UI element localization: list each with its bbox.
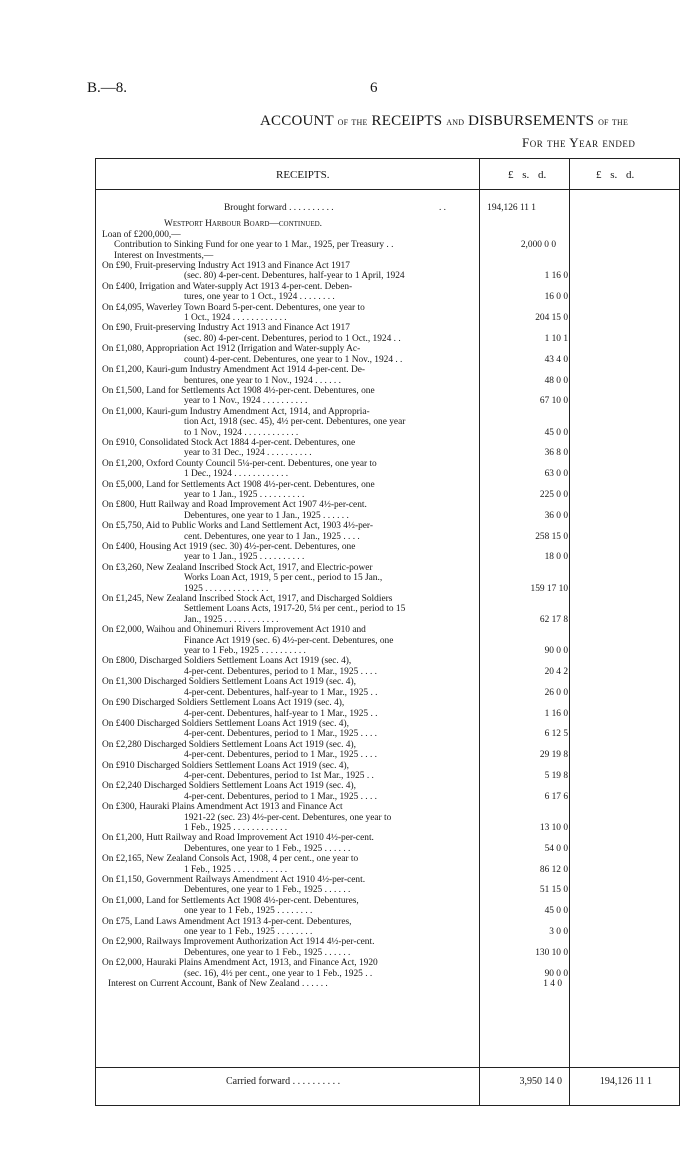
row-text-line: tion Act, 1918 (sec. 45), 4½ per-cent. Debentures, one year [184, 417, 406, 428]
row-text-line: On £400 Discharged Soldiers Settlement Loans Act 1919 (sec. 4), [102, 718, 349, 729]
row-text-line: 4-per-cent. Debentures, period to 1 Mar., 1925 . . . . [184, 750, 377, 761]
row-text-line: On £300, Hauraki Plains Amendment Act 1913 and Finance Act [102, 802, 343, 813]
table-row [102, 833, 679, 854]
amount-col-1: 26 0 0 [544, 687, 568, 698]
row-text-line: 1 Dec., 1924 . . . . . . . . . . . . [184, 469, 289, 480]
row-description [102, 303, 480, 324]
amount-col-1: 36 8 0 [544, 448, 568, 459]
title-word-account: ACCOUNT [260, 113, 334, 129]
row-text-line: Interest on Current Account, Bank of New Zealand . . . . . . [108, 979, 328, 990]
table-row [102, 365, 679, 386]
row-description [102, 937, 480, 958]
row-description [102, 698, 480, 719]
shillings-label: s. [522, 169, 530, 181]
row-description [102, 875, 480, 896]
row-description [102, 740, 480, 761]
table-row [102, 761, 679, 782]
row-description [102, 761, 480, 782]
amount-col-1: 48 0 0 [544, 375, 568, 386]
amount-col-1: 20 4 2 [544, 666, 568, 677]
table-row [102, 386, 679, 407]
row-text-line: year to 1 Jan., 1925 . . . . . . . . . . [184, 489, 305, 500]
row-description [102, 521, 480, 542]
row-text-line: On £2,280 Discharged Soldiers Settlement Loans Act 1919 (sec. 4), [102, 739, 356, 750]
row-text-line: 1925 . . . . . . . . . . . . . . [184, 583, 269, 594]
row-description [102, 563, 480, 594]
row-description [108, 979, 486, 989]
row-text-line: tures, one year to 1 Oct., 1924 . . . . . . . . [184, 292, 335, 303]
table-row [102, 230, 679, 240]
table-row [102, 219, 679, 229]
total-rule [96, 1067, 679, 1068]
title-word-and: and [446, 114, 465, 128]
row-text-line: On £1,080, Appropriation Act 1912 (Irrigation and Water-supply Ac- [102, 344, 361, 355]
table-row [102, 240, 679, 250]
row-text-line: one year to 1 Feb., 1925 . . . . . . . . [184, 906, 313, 917]
row-text-line: to 1 Nov., 1924 . . . . . . . . . . . . [184, 427, 299, 438]
table-row [102, 875, 679, 896]
row-description [102, 459, 480, 480]
table-row [102, 282, 679, 303]
row-description [102, 344, 480, 365]
row-text-line: bentures, one year to 1 Nov., 1924 . . . . . . [184, 375, 341, 386]
amount-col-2: 194,126 11 1 [487, 203, 536, 213]
page-subtitle: For the Year ended [522, 135, 636, 150]
row-text-line: On £1,150, Government Railways Amendment Act 1910 4½-per-cent. [102, 875, 366, 885]
row-text-line: year to 1 Jan., 1925 . . . . . . . . . . [184, 552, 305, 563]
row-description [102, 833, 480, 854]
row-description [102, 781, 480, 802]
row-text-line: On £1,500, Land for Settlements Act 1908 4½-per-cent. Debentures, one [102, 385, 375, 396]
row-description [102, 230, 480, 240]
page-number: 6 [370, 80, 378, 96]
row-text-line: 1 Oct., 1924 . . . . . . . . . . . . [184, 313, 287, 324]
row-text-line: 4-per-cent. Debentures, half-year to 1 Mar., 1925 . . [184, 687, 378, 698]
row-text-line: On £5,750, Aid to Public Works and Land Settlement Act, 1903 4½-per- [102, 521, 373, 532]
table-row [102, 979, 679, 989]
row-text-line: On £2,900, Railways Improvement Authorization Act 1914 4½-per-cent. [102, 937, 375, 948]
amount-col-1: 86 12 0 [539, 864, 568, 875]
row-description [102, 656, 480, 677]
row-text-line: On £90 Discharged Soldiers Settlement Loans Act 1919 (sec. 4), [102, 698, 345, 709]
row-text-line: On £1,200, Hutt Railway and Road Improvement Act 1910 4½-per-cent. [102, 833, 374, 844]
row-text-line: On £4,095, Waverley Town Board 5-per-cent. Debentures, one year to [102, 302, 365, 313]
row-description [102, 438, 480, 459]
amount-col-1: 18 0 0 [544, 552, 568, 563]
table-row [102, 656, 679, 677]
table-row [102, 459, 679, 480]
pound-symbol-2: £ [596, 169, 602, 181]
row-text-line: Works Loan Act, 1919, 5 per cent., period to 15 Jan., [184, 573, 383, 584]
table-row [102, 917, 679, 938]
amount-col-1: 1 4 0 [543, 979, 562, 990]
row-text-line: year to 31 Dec., 1924 . . . . . . . . . . [184, 448, 312, 459]
row-text-line: On £800, Hutt Railway and Road Improvement Act 1907 4½-per-cent. [102, 500, 367, 511]
row-description [102, 854, 480, 875]
row-description [102, 677, 480, 698]
row-text-line: 4-per-cent. Debentures, period to 1 Mar., 1925 . . . . [184, 729, 377, 740]
table-row [102, 719, 679, 740]
pound-symbol: £ [508, 169, 514, 181]
row-description [102, 500, 480, 521]
table-row [102, 937, 679, 958]
table-row [102, 500, 679, 521]
table-row [102, 251, 679, 261]
page-title [260, 113, 628, 130]
row-text-line: 4-per-cent. Debentures, period to 1 Mar., 1925 . . . . [184, 666, 377, 677]
row-text-line: (sec. 80) 4-per-cent. Debentures, period to 1 Oct., 1924 . . [184, 333, 401, 344]
row-text-line: On £5,000, Land for Settlements Act 1908 4½-per-cent. Debentures, one [102, 479, 375, 490]
row-text-line: On £75, Land Laws Amendment Act 1913 4-per-cent. Debentures, [102, 916, 352, 927]
amount-col-1: 16 0 0 [544, 292, 568, 303]
row-text-line: On £910 Discharged Soldiers Settlement Loans Act 1919 (sec. 4), [102, 760, 349, 771]
amount-col-1: 258 15 0 [535, 531, 568, 542]
row-description [114, 240, 492, 250]
row-description [102, 802, 480, 833]
row-text-line: Loan of £200,000,— [102, 229, 181, 240]
row-description [114, 251, 492, 261]
row-text-line: (sec. 80) 4-per-cent. Debentures, half-year to 1 April, 1924 [184, 271, 405, 282]
row-text-line: On £910, Consolidated Stock Act 1884 4-per-cent. Debentures, one [102, 437, 356, 448]
row-description [102, 407, 480, 438]
row-text-line: (sec. 16), 4½ per cent., one year to 1 Feb., 1925 . . [184, 968, 373, 979]
row-text-line: Debentures, one year to 1 Jan., 1925 . . . . . . [184, 510, 349, 521]
row-text-line: 1921-22 (sec. 23) 4½-per-cent. Debentures, one year to [184, 812, 392, 823]
receipts-table [95, 158, 680, 1106]
row-description [102, 958, 480, 979]
row-text-line: 1 Feb., 1925 . . . . . . . . . . . . [184, 864, 288, 875]
table-row [102, 594, 679, 625]
row-text-line: year to 1 Nov., 1924 . . . . . . . . . . [184, 396, 308, 407]
title-word-disbursements: DISBURSEMENTS [468, 113, 595, 129]
row-text-line: On £800, Discharged Soldiers Settlement Loans Act 1919 (sec. 4), [102, 656, 352, 667]
row-text-line: one year to 1 Feb., 1925 . . . . . . . . [184, 927, 313, 938]
row-text-line: Settlement Loans Acts, 1917-20, 5¼ per cent., period to 15 [184, 604, 406, 615]
title-word-of-the: of the [337, 114, 368, 128]
table-row [102, 802, 679, 833]
table-row [102, 854, 679, 875]
table-row [102, 698, 679, 719]
amount-col-1: . . [438, 203, 446, 213]
row-description [102, 594, 480, 625]
row-text-line: count) 4-per-cent. Debentures, one year to 1 Nov., 1924 . . [184, 354, 403, 365]
row-text-line: On £400, Irrigation and Water-supply Act 1913 4-per-cent. Deben- [102, 281, 353, 292]
table-row [102, 521, 679, 542]
title-word-of-the-2: of the [598, 114, 629, 128]
row-description [102, 282, 480, 303]
header-rule [96, 189, 679, 190]
amount-col-1: 51 15 0 [539, 885, 568, 896]
amount-col-1: 1 16 0 [544, 271, 568, 282]
table-row [102, 344, 679, 365]
row-text-line: Debentures, one year to 1 Feb., 1925 . . . . . . [184, 843, 351, 854]
row-description [102, 896, 480, 917]
row-description [102, 386, 480, 407]
amount-col-1: 130 10 0 [535, 947, 568, 958]
row-text-line: On £2,000, Waihou and Ohinemuri Rivers Improvement Act 1910 and [102, 625, 366, 636]
table-row [102, 958, 679, 979]
amount-col-1: 90 0 0 [544, 968, 568, 979]
row-text-line: On £400, Housing Act 1919 (sec. 30) 4½-per-cent. Debentures, one [102, 542, 356, 552]
amount-col-1: 62 17 8 [539, 614, 568, 625]
amount-col-1: 159 17 10 [530, 583, 568, 594]
amount-col-1: 45 0 0 [544, 427, 568, 438]
row-text-line: year to 1 Feb., 1925 . . . . . . . . . . [184, 646, 306, 657]
amount-col-1: 36 0 0 [544, 510, 568, 521]
amount-col-1: 5 19 8 [544, 770, 568, 781]
title-word-receipts: RECEIPTS [371, 113, 443, 129]
amount-col-1: 45 0 0 [544, 906, 568, 917]
row-text-line: Finance Act 1919 (sec. 6) 4½-per-cent. Debentures, one [184, 635, 394, 646]
table-row [102, 407, 679, 438]
carried-forward-amount-2: 194,126 11 1 [599, 1076, 652, 1087]
row-text-line: On £1,000, Kauri-gum Industry Amendment Act, 1914, and Appropria- [102, 406, 370, 417]
carried-forward-amount-1: 3,950 14 0 [519, 1076, 562, 1087]
row-text-line: 4-per-cent. Debentures, period to 1st Mar., 1925 . . [184, 770, 374, 781]
row-description [164, 219, 542, 229]
table-row [102, 438, 679, 459]
table-row [102, 896, 679, 917]
row-description [102, 365, 480, 386]
receipts-header: RECEIPTS. [276, 169, 330, 181]
row-description [102, 542, 480, 563]
row-text-line: Interest on Investments,— [114, 250, 214, 261]
row-text-line: On £90, Fruit-preserving Industry Act 1913 and Finance Act 1917 [102, 323, 350, 334]
amount-col-1: 2,000 0 0 [520, 240, 556, 251]
pence-label-2: d. [626, 169, 635, 181]
amount-header-1 [508, 169, 578, 181]
amount-col-1: 13 10 0 [539, 822, 568, 833]
amount-col-1: 6 12 5 [544, 729, 568, 740]
row-description [102, 719, 480, 740]
row-description [102, 261, 480, 282]
table-row [102, 303, 679, 324]
amount-col-1: 67 10 0 [539, 396, 568, 407]
table-row [102, 563, 679, 594]
document-reference: B.—8. [87, 80, 128, 96]
row-text-line: cent. Debentures, one year to 1 Jan., 1925 . . . . [184, 531, 360, 542]
amount-col-1: 1 10 1 [544, 333, 568, 344]
row-text-line: On £1,200, Kauri-gum Industry Amendment Act 1914 4-per-cent. De- [102, 365, 366, 376]
row-text-line: Debentures, one year to 1 Feb., 1925 . . . . . . [184, 885, 351, 896]
amount-col-1: 29 19 8 [539, 750, 568, 761]
row-description [102, 480, 480, 501]
row-text-line: On £2,240 Discharged Soldiers Settlement Loans Act 1919 (sec. 4), [102, 781, 356, 792]
table-row [102, 261, 679, 282]
table-row [102, 677, 679, 698]
row-text-line: On £1,200, Oxford County Council 5¼-per-cent. Debentures, one year to [102, 458, 377, 469]
receipt-rows [102, 203, 679, 989]
pence-label: d. [538, 169, 547, 181]
shillings-label-2: s. [610, 169, 618, 181]
row-description [102, 323, 480, 344]
row-text-line: 4-per-cent. Debentures, period to 1 Mar., 1925 . . . . [184, 791, 377, 802]
amount-col-1: 225 0 0 [539, 489, 568, 500]
amount-col-1: 6 17 6 [544, 791, 568, 802]
table-row [102, 625, 679, 656]
row-text-line: Westport Harbour Board—continued. [164, 219, 323, 230]
row-description [102, 917, 480, 938]
amount-col-1: 54 0 0 [544, 843, 568, 854]
amount-col-1: 1 16 0 [544, 708, 568, 719]
amount-col-1: 63 0 0 [544, 469, 568, 480]
row-text-line: Debentures, one year to 1 Feb., 1925 . . . . . . [184, 947, 351, 958]
table-row [102, 323, 679, 344]
row-text-line: Jan., 1925 . . . . . . . . . . . . [184, 614, 279, 625]
row-text-line: 1 Feb., 1925 . . . . . . . . . . . . [184, 822, 288, 833]
row-text-line: On £2,165, New Zealand Consols Act, 1908, 4 per cent., one year to [102, 854, 359, 865]
row-text-line: 4-per-cent. Debentures, half-year to 1 Mar., 1925 . . [184, 708, 378, 719]
amount-col-1: 204 15 0 [535, 313, 568, 324]
row-text-line: Brought forward . . . . . . . . . . [224, 203, 334, 213]
table-row [102, 480, 679, 501]
carried-forward-label: Carried forward . . . . . . . . . . [226, 1076, 341, 1087]
amount-col-1: 43 4 0 [544, 354, 568, 365]
table-row [102, 203, 679, 213]
table-row [102, 781, 679, 802]
row-text-line: On £1,300 Discharged Soldiers Settlement Loans Act 1919 (sec. 4), [102, 677, 356, 688]
row-description [102, 625, 480, 656]
row-text-line: On £2,000, Hauraki Plains Amendment Act, 1913, and Finance Act, 1920 [102, 958, 378, 969]
amount-col-1: 3 0 0 [549, 927, 568, 938]
amount-header-2 [596, 169, 676, 181]
table-row [102, 542, 679, 563]
row-text-line: On £1,000, Land for Settlements Act 1908 4½-per-cent. Debentures, [102, 895, 359, 906]
row-text-line: On £90, Fruit-preserving Industry Act 1913 and Finance Act 1917 [102, 261, 350, 272]
row-text-line: Contribution to Sinking Fund for one year to 1 Mar., 1925, per Treasury . . [114, 240, 394, 251]
amount-col-1: 90 0 0 [544, 646, 568, 657]
table-row [102, 740, 679, 761]
row-text-line: On £1,245, New Zealand Inscribed Stock Act, 1917, and Discharged Soldiers [102, 594, 393, 605]
row-text-line: On £3,260, New Zealand Inscribed Stock Act, 1917, and Electric-power [102, 562, 373, 573]
